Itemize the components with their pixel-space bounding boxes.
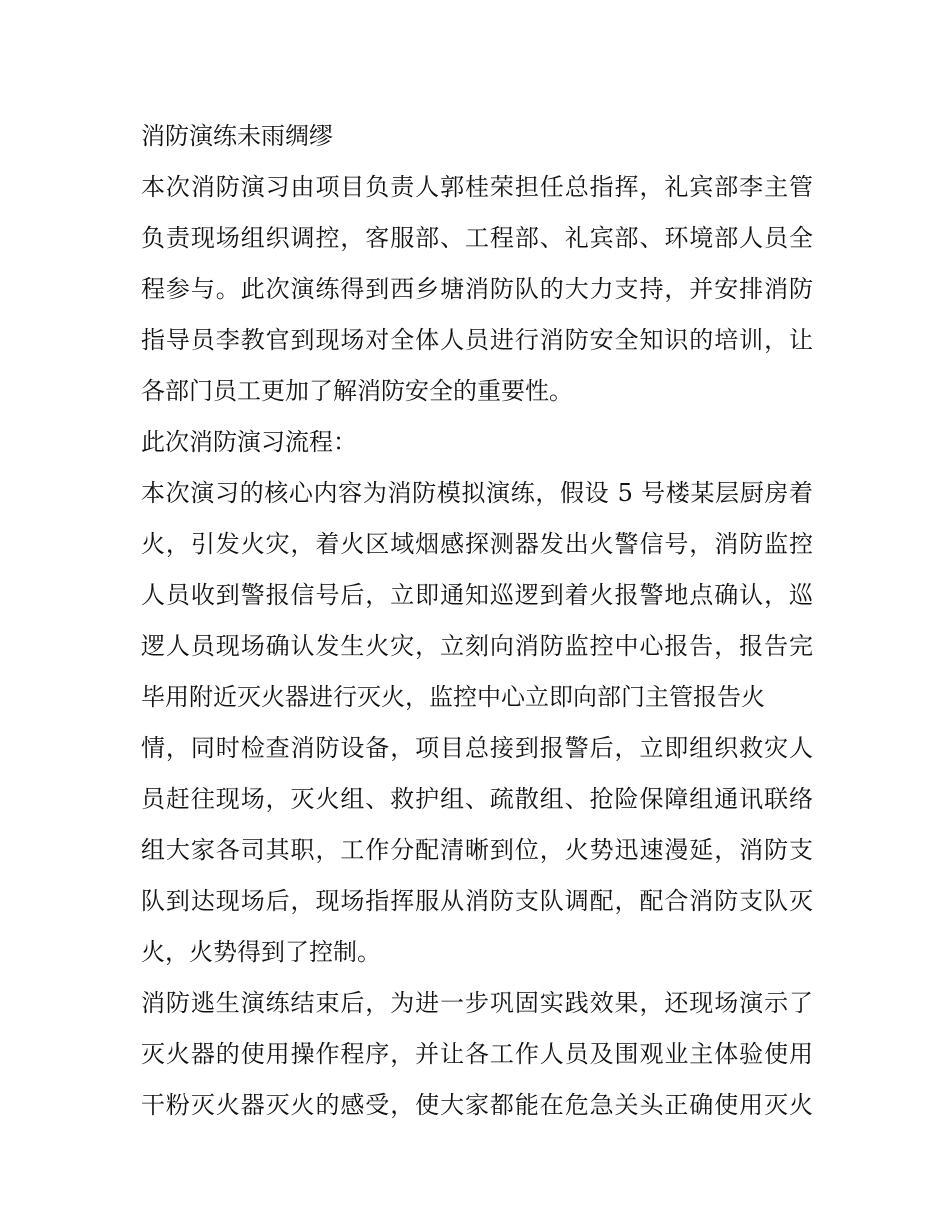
paragraph-line: 组大家各司其职，工作分配清晰到位，火势迅速漫延，消防支 xyxy=(141,836,813,864)
paragraph-line: 情，同时检查消防设备，项目总接到报警后，立即组织救灾人 xyxy=(141,734,813,762)
paragraph-organization xyxy=(141,162,813,417)
paragraph-line: 指导员李教官到现场对全体人员进行消防安全知识的培训，让 xyxy=(141,326,813,354)
paragraph-line: 负责现场组织调控，客服部、工程部、礼宾部、环境部人员全 xyxy=(141,224,813,252)
paragraph-line: 逻人员现场确认发生火灾，立刻向消防监控中心报告，报告完 xyxy=(141,632,813,660)
paragraph-line: 程参与。此次演练得到西乡塘消防队的大力支持，并安排消防 xyxy=(141,275,813,303)
paragraph-demonstration xyxy=(141,978,813,1131)
paragraph-line: 本次消防演习由项目负责人郭桂荣担任总指挥，礼宾部李主管 xyxy=(141,173,813,201)
paragraph-line: 队到达现场后，现场指挥服从消防支队调配，配合消防支队灭 xyxy=(141,887,813,915)
paragraph-line: 员赶往现场，灭火组、救护组、疏散组、抢险保障组通讯联络 xyxy=(141,785,813,813)
paragraph-line: 各部门员工更加了解消防安全的重要性。 xyxy=(141,377,573,405)
paragraph-line: 火，引发火灾，着火区域烟感探测器发出火警信号，消防监控 xyxy=(141,530,813,558)
paragraph-line: 毕用附近灭火器进行灭火，监控中心立即向部门主管报告火 xyxy=(141,683,765,711)
document-title: 消防演练未雨绸缪 xyxy=(141,122,333,150)
document-body xyxy=(141,111,813,1131)
paragraph-line: 本次演习的核心内容为消防模拟演练，假设 5 号楼某层厨房着 xyxy=(141,479,813,507)
paragraph-process xyxy=(141,468,813,978)
paragraph-line: 干粉灭火器灭火的感受，使大家都能在危急关头正确使用灭火 xyxy=(141,1091,813,1119)
paragraph-line: 人员收到警报信号后，立即通知巡逻到着火报警地点确认，巡 xyxy=(141,581,813,609)
paragraph-line: 灭火器的使用操作程序，并让各工作人员及围观业主体验使用 xyxy=(141,1040,813,1068)
paragraph-line: 火，火势得到了控制。 xyxy=(141,938,381,966)
paragraph-line: 消防逃生演练结束后，为进一步巩固实践效果，还现场演示了 xyxy=(141,989,813,1017)
process-heading: 此次消防演习流程： xyxy=(141,428,357,456)
